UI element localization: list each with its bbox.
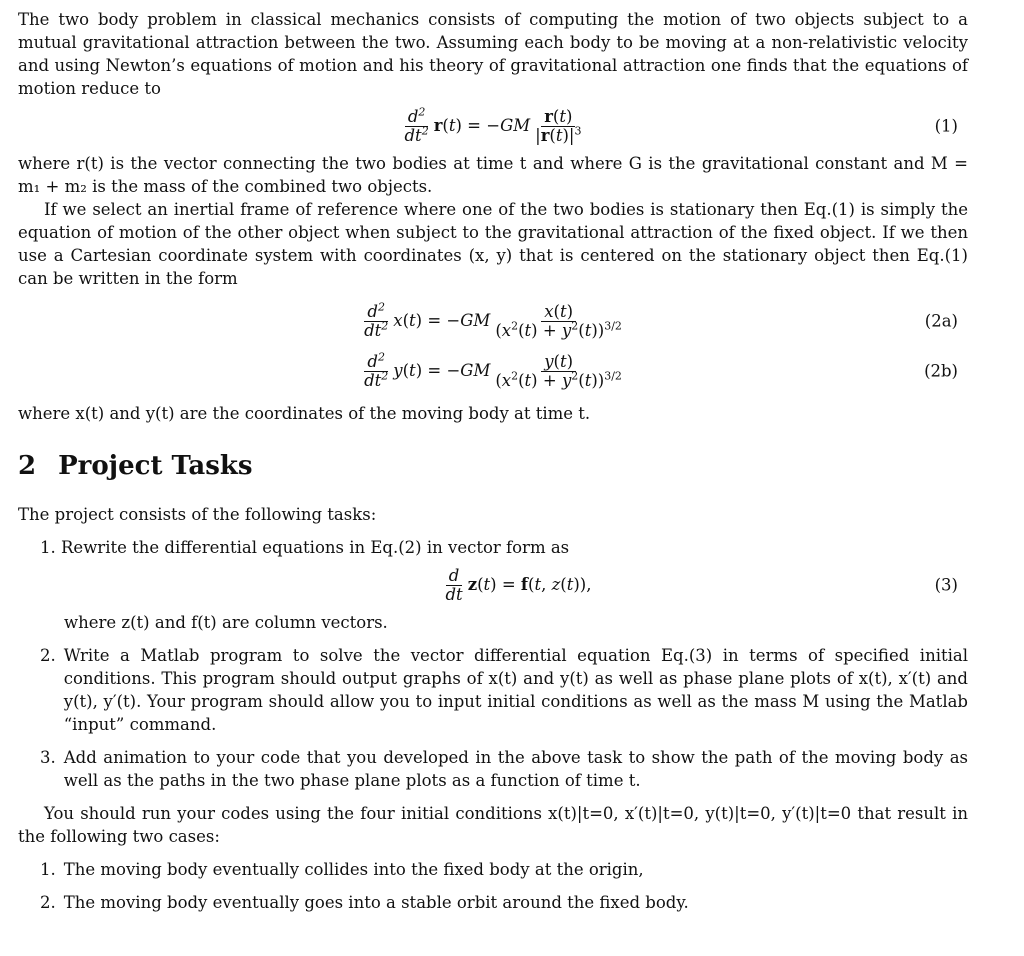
intro-paragraph-3: If we select an inertial frame of reference where one of the two bodies is stationary then Eq.(1) is simply the equation of motion of the other object when subject to the gravitational attraction of the fixed object. If we then use a Cartesian coordinate system with coordinates (x, y) that is centered on the stationary object then Eq.(1) can be written in the form <box>18 200 968 288</box>
equation-3 <box>64 559 968 611</box>
equation-3-number: (3) <box>934 575 958 595</box>
intro-paragraph-2: where r(t) is the vector connecting the two bodies at time t and where G is the gravitational constant and M = m₁ + m₂ is the mass of the combined two objects. <box>18 154 968 196</box>
task-text-1: Rewrite the differential equations in Eq.(2) in vector form as <box>61 538 570 557</box>
equation-2b-number: (2b) <box>924 361 958 381</box>
case-number-2: 2. <box>40 893 56 912</box>
task-item-3 <box>40 746 968 792</box>
section-number: 2 <box>18 451 37 481</box>
section-lead: The project consists of the following tasks: <box>18 505 377 524</box>
equation-2a <box>18 296 968 346</box>
equation-3-body: $\frac{d}{dt}$ z(t) = f(t, z(t)), <box>445 565 592 604</box>
case-number-1: 1. <box>40 860 56 879</box>
equation-2a-number: (2a) <box>924 311 958 331</box>
case-item-2 <box>40 891 968 914</box>
case-item-1 <box>40 858 968 881</box>
equation-1-number: (1) <box>934 116 958 136</box>
task-item-1 <box>40 536 968 634</box>
equation-1 <box>18 100 968 152</box>
task-number-1: 1. <box>40 538 56 557</box>
document-page <box>18 8 968 924</box>
intro-paragraph-1: The two body problem in classical mechanics consists of computing the motion of two objects subject to a mutual gravitational attraction between the two. Assuming each body to be moving at a non-relativistic velocity and using Newton’s equations of motion and his theory of gravitational attraction one finds that the equations of motion reduce to <box>18 10 968 98</box>
intro-paragraph-4: where x(t) and y(t) are the coordinates of the moving body at time t. <box>18 404 591 423</box>
task-text-3: Add animation to your code that you developed in the above task to show the path of the moving body as well as the paths in the two phase plane plots as a function of time t. <box>63 748 968 790</box>
case-text-1: The moving body eventually collides into the fixed body at the origin, <box>63 860 644 879</box>
task-text-2: Write a Matlab program to solve the vector differential equation Eq.(3) in terms of specified initial conditions. This program should output graphs of x(t) and y(t) as well as phase plane plots of x(t), x′(t) and y(t), y′(t). Your program should allow you to input initial conditions as well as the mass M using the Matlab “input” command. <box>63 646 968 734</box>
equation-1-body: $\frac{d^2}{dt^2}$ r(t) = −GM $\frac{r(t)}{|r(t)|^3}$ <box>404 105 582 145</box>
task-list <box>18 536 968 792</box>
section-title: Project Tasks <box>58 451 253 481</box>
section-heading <box>18 451 968 485</box>
task-item-2 <box>40 644 968 736</box>
equation-2b-body: $\frac{d^2}{dt^2}$ y(t) = −GM $\frac{y(t)}{(x^2(t) + y^2(t))^{3/2}}$ <box>364 350 622 390</box>
case-list <box>18 858 968 914</box>
run-paragraph: You should run your codes using the four initial conditions x(t)|t=0, x′(t)|t=0, y(t)|t=0, y′(t)|t=0 that result in the following two cases: <box>18 804 968 846</box>
equation-2b <box>18 346 968 396</box>
equation-2a-body: $\frac{d^2}{dt^2}$ x(t) = −GM $\frac{x(t)}{(x^2(t) + y^2(t))^{3/2}}$ <box>364 300 622 340</box>
equation-3-note: where z(t) and f(t) are column vectors. <box>64 613 388 632</box>
task-number-2: 2. <box>40 646 56 665</box>
case-text-2: The moving body eventually goes into a stable orbit around the fixed body. <box>63 893 689 912</box>
task-number-3: 3. <box>40 748 56 767</box>
